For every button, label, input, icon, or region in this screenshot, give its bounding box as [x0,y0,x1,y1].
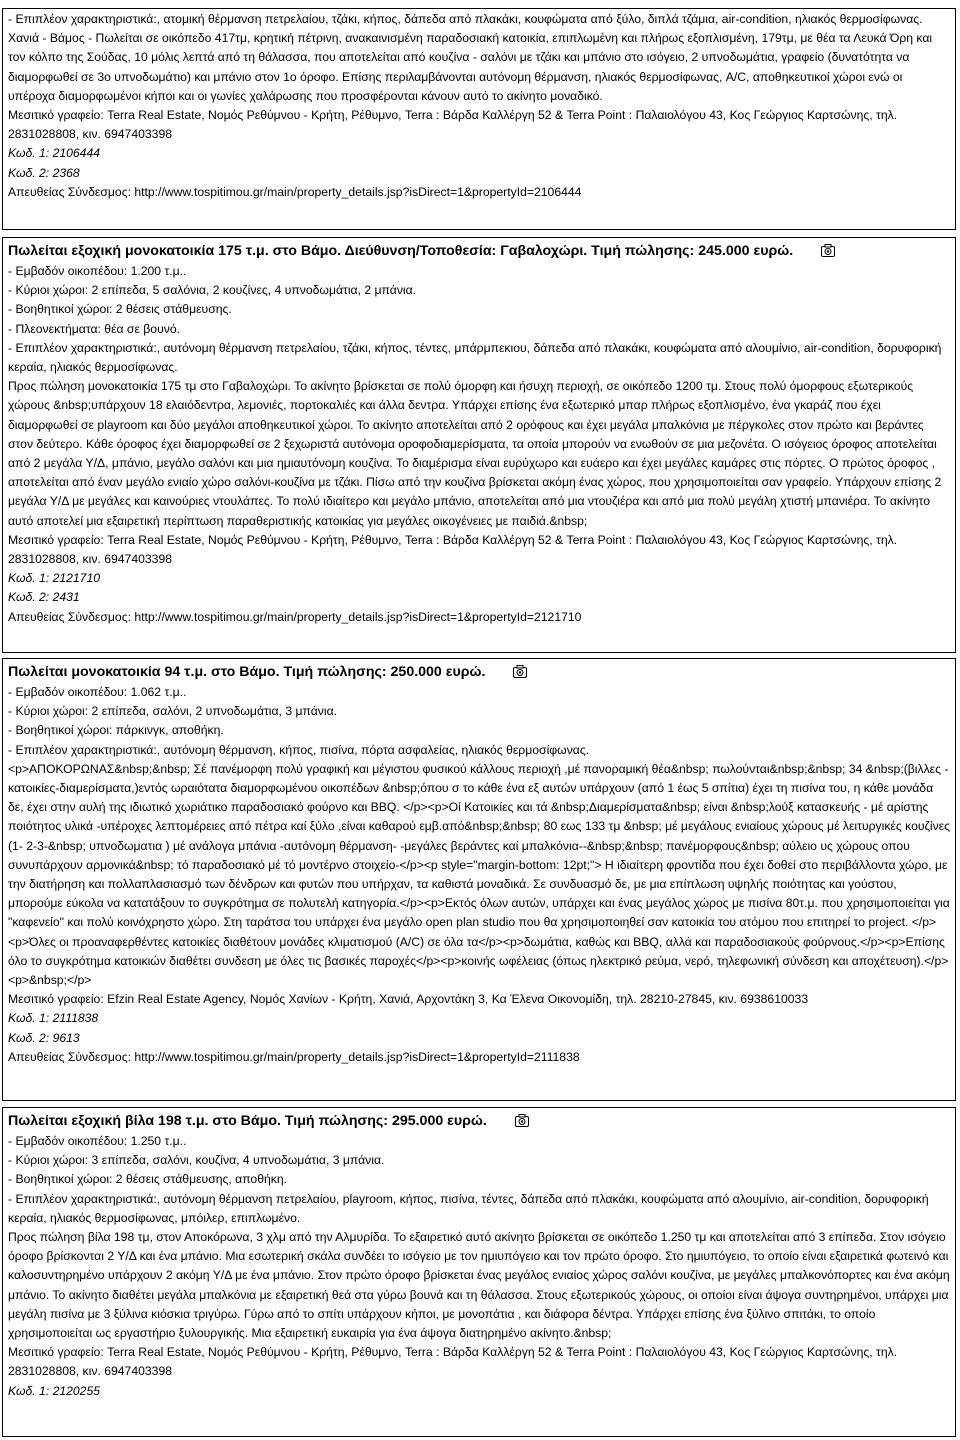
direct-link[interactable]: Απευθείας Σύνδεσμος: http://www.tospitimou.gr/main/property_details.jsp?isDirect=1&propertyId=2121710 [8,609,582,624]
plot-area: - Εμβαδόν οικοπέδου: 1.250 τ.μ.. [8,1134,187,1148]
auxiliary-spaces: - Βοηθητικοί χώροι: 2 θέσεις στάθμευσης, αποθήκη. [8,1172,288,1187]
listing-title-text: Πωλείται εξοχική μονοκατοικία 175 τ.μ. στο Βάμο. Διεύθυνση/Τοποθεσία: Γαβαλοχώρι. Τιμή πώλησης: 245.000 ευρώ. [8,243,794,259]
plot-area: - Εμβαδόν οικοπέδου: 1.200 τ.μ.. [8,264,187,278]
main-spaces: - Κύριοι χώροι: 2 επίπεδα, 5 σαλόνια, 2 κουζίνες, 4 υπνοδωμάτια, 2 μπάνια. [8,283,417,298]
listing-card [2,658,956,1101]
listing-description: Χανιά - Βάμος - Πωλείται σε οικόπεδο 417τμ, κρητική πέτρινη, ανακαινισμένη παραδοσιακή κατοικία, επιπλωμένη και πλήρως εξοπλισμένη, 179τμ, με θέα τα Λευκά Όρη και τον κόλπο της Σούδας, 10 μόλις λεπτά από τη θάλασσα, που αποτελείται από κουζίνα - σαλόνι με τζάκι και μπάνιο στο ισόγειο, 2 υπνοδωμάτια, γραφείο (δυνατότητα να διαμορφωθεί σε 3ο υπνοδωμάτιο) και μπάνιο στον 1ο όροφο. Επίσης περιλαμβάνονται αυτόνομη θέρμανση, ηλιακός θερμοσίφωνας, A/C, αποθηκευτικοί χώροι ενώ οι υπέροχα διαμορφωμένοι κήποι και οι γωνίες χαλάρωσης που προσφέρονται κάνουν αυτό το ακίνητο μοναδικό. [8,31,933,103]
extra-features: - Επιπλέον χαρακτηριστικά:, ατομική θέρμανση πετρελαίου, τζάκι, κήπος, δάπεδα από πλακάκι, κουφώματα από ξύλο, διπλά τζάμια, air-condition, ηλιακός θερμοσίφωνας. [8,12,923,26]
plot-area: - Εμβαδόν οικοπέδου: 1.062 τ.μ.. [8,685,187,699]
auxiliary-spaces: - Βοηθητικοί χώροι: 2 θέσεις στάθμευσης. [8,302,232,317]
agency-info: Μεσιτικό γραφείο: Terra Real Estate, Νομός Ρεθύμνου - Κρήτη, Ρέθυμνο, Terra : Βάρδα Καλλέργη 52 & Terra Point : Παλαιολόγου 43, Κος Γεώργιος Καρτσώνης, τηλ. 2831028808, κιν. 6947403398 [8,532,898,567]
auxiliary-spaces: - Βοηθητικοί χώροι: πάρκινγκ, αποθήκη. [8,723,224,738]
code-2: Κωδ. 2: 2368 [8,165,80,180]
code-1: Κωδ. 1: 2106444 [8,146,101,161]
agency-info: Μεσιτικό γραφείο: Terra Real Estate, Νομός Ρεθύμνου - Κρήτη, Ρέθυμνο, Terra : Βάρδα Καλλέργη 52 & Terra Point : Παλαιολόγου 43, Κος Γεώργιος Καρτσώνης, τηλ. 2831028808, κιν. 6947403398 [8,108,898,142]
listing-title [8,239,951,262]
listing-description: <p>ΑΠΟΚΟΡΩΝΑΣ&nbsp;&nbsp; Σέ πανέμορφη πολύ γραφική και μέγιστου φυσικού κάλλους περιοχή ,μέ πανοραμική θέα&nbsp; πωλούνται&nbsp;&nbsp; 34 &nbsp;(βιλλες - κατοικίες-διαμερίσματα,)εντός ωραιότατα διαμορφωμένου οικοπέδων &nbsp;όπου σ το κάθε ένα εξ αυτών υπάρχουν (από 1 έως 5 σπίτια) έχει τη πισίνα του, η κάθε μονάδα δε, έχει στην αυλή της ιδιωτικό χωριάτικο παραδοσιακό φούρνο και BBQ. </p><p>Οί Κατοικίες και τά &nbsp;Διαμερίσματα&nbsp; είναι &nbsp;λούξ κατασκευής - μέ αρίστης ποιότητος υλικά -υπέροχες λεπτομέρειες από πέτρα καί ξύλο ,είναι καθαρού εμβ.από&nbsp;&nbsp; 80 εως 133 τμ &nbsp; μέ μεγάλους ενιαίους χώρους μέ λειτυργικές κουζίνες (1- 2-3-&nbsp; υπνοδωματια ) μέ ανάλογα μπάνια -αυτόνομη θέρμανση- -μεγάλες βεράντες καί μπαλκόνια--&nbsp;&nbsp; πανέμορφους&nbsp; αύλειο υς χώρους οπου συνυπάρχουν αρμονικά&nbsp; τό παραδοσιακό μέ τό μοντέρνο στοιχείο-</p><p style="margin-bottom: 12pt;"> Η ιδιαίτερη φροντίδα που έχει δοθεί στο περιβάλλοντα χώρο, με την διατήρηση και πολλαπλασιασμό των δένδρων και φυτών που υπήρχαν, τα καθιστά μοναδικά. Σε συνδυασμό δε, με μια επίπλωση υψηλής ποιότητας και γούστου, μπορούμε εύκολα να κατατάξουν το συγκρότημα σε πολυτελή κατηγορία.</p><p>Εκτός όλων αυτών, υπάρχει και ένας μεγάλος χώρος με πισίνα 80τ.μ. που χρησιμοποιείται για "καφενείο" και πολύ κοινόχρηστο χώρο. Στη ταράτσα του υπάρχει ένα μεγάλο open plan studio που θα χρησιμοποιηθεί σαν κατοικία του ατόμου που επιτηρεί το project. </p><p>Όλες οι προαναφερθέντες κατοικίες διαθέτουν μονάδες κλιματισμού (A/C) σε όλα τα</p><p>δωμάτια, καθώς και BBQ, αλλά και παραδοσιακούς φούρνους.</p><p>Επίσης όλο το συγκρότημα κατοικιών διαθέτει συνδεση με όλες τις βασικές παροχές</p><p>κοινής ωφέλειας (όπως ηλεκτρικό ρεύμα, νερό, τηλεφωνική σύνδεση και αποχέτευση).</p><p>&nbsp;</p> [8,761,950,988]
direct-link[interactable]: Απευθείας Σύνδεσμος: http://www.tospitimou.gr/main/property_details.jsp?isDirect=1&propertyId=2111838 [8,1049,580,1064]
main-spaces: - Κύριοι χώροι: 2 επίπεδα, σαλόνι, 2 υπνοδωμάτια, 3 μπάνια. [8,704,338,719]
advantages: - Πλεονεκτήματα: θέα σε βουνό. [8,321,180,336]
extra-features: - Επιπλέον χαρακτηριστικά:, αυτόνομη θέρμανση πετρελαίου, playroom, κήπος, πισίνα, τέντες, δάπεδα από πλακάκι, κουφώματα από αλουμίνιο, air-condition, δορυφορική κεραία, ηλιακός θερμοσίφωνας, μπόιλερ, επιπλωμένο. [8,1191,929,1225]
listing-title-text: Πωλείται εξοχική βίλα 198 τ.μ. στο Βάμο. Τιμή πώλησης: 295.000 ευρώ. [8,1113,487,1129]
listing-title [8,1109,951,1132]
code-1: Κωδ. 1: 2120255 [8,1383,101,1398]
extra-features: - Επιπλέον χαρακτηριστικά:, αυτόνομη θέρμανση πετρελαίου, τζάκι, κήπος, τέντες, μπάρμπεκιου, δάπεδα από πλακάκι, κουφώματα από αλουμίνιο, air-condition, δορυφορική κεραία, ηλιακός θερμοσίφωνας. [8,340,942,375]
camera-icon[interactable] [821,244,835,257]
main-spaces: - Κύριοι χώροι: 3 επίπεδα, σαλόνι, κουζίνα, 4 υπνοδωμάτια, 3 μπάνια. [8,1153,385,1168]
listing-card [2,237,956,653]
agency-info: Μεσιτικό γραφείο: Terra Real Estate, Νομός Ρεθύμνου - Κρήτη, Ρέθυμνο, Terra : Βάρδα Καλλέργη 52 & Terra Point : Παλαιολόγου 43, Κος Γεώργιος Καρτσώνης, τηλ. 2831028808, κιν. 6947403398 [8,1345,898,1379]
camera-icon[interactable] [515,1114,529,1127]
direct-link[interactable]: Απευθείας Σύνδεσμος: http://www.tospitimou.gr/main/property_details.jsp?isDirect=1&propertyId=2106444 [8,184,582,199]
code-1: Κωδ. 1: 2121710 [8,571,101,586]
listing-title [8,660,951,683]
extra-features: - Επιπλέον χαρακτηριστικά:, αυτόνομη θέρμανση, κήπος, πισίνα, πόρτα ασφαλείας, ηλιακός θερμοσίφωνας. [8,742,590,757]
camera-icon[interactable] [513,665,527,678]
code-2: Κωδ. 2: 9613 [8,1030,80,1045]
listing-title-text: Πωλείται μονοκατοικία 94 τ.μ. στο Βάμο. Τιμή πώλησης: 250.000 ευρώ. [8,664,486,680]
code-1: Κωδ. 1: 2111838 [8,1011,99,1026]
agency-info: Μεσιτικό γραφείο: Efzin Real Estate Agency, Νομός Χανίων - Κρήτη, Χανιά, Αρχοντάκη 3, Κα Έλενα Οικονομίδη, τηλ. 28210-27845, κιν. 6938610033 [8,992,809,1007]
listing-description: Προς πώληση βίλα 198 τμ, στον Αποκόρωνα, 3 χλμ από την Αλμυρίδα. Το εξαιρετικό αυτό ακίνητο βρίσκεται σε οικόπεδο 1.250 τμ και αποτελείται από 3 επίπεδα. Στον ισόγειο όροφο βρίσκονται 2 Υ/Δ και ένα μπάνιο. Μια εσωτερική σκάλα συνδέει το ισόγειο με τον ημιυπόγειο και τον πρώτο όροφο. Στο ημιυπόγειο, το οποίο είναι εξαιρετικά φωτεινό και καλοσυντηρημένο υπάρχουν 2 ακόμη Υ/Δ με ένα μπάνιο. Στον πρώτο όροφο βρίσκεται ένας μεγάλος ενιαίος χώρος σαλόνι κουζίνα, με μεγάλες μπαλκονόπορτες και ένα ακόμη μπάνιο. Το ακίνητο διαθέτει μεγάλα μπαλκόνια με εξαιρετική θεά στα γύρω βουνά και τη θάλασσα. Στους εξωτερικούς χώρους, οι οποίοι είναι άψογα συντηρημένοι, υπάρχει μια μεγάλη πισίνα με 3 ξύλινα κιόσκια τριγύρω. Γύρω από το σπίτι υπάρχουν κήποι, με μονοπάτια , και διάφορα δέντρα. Υπάρχει επίσης ένα ξύλινο σπιτάκι, το οποίο χρησιμοποιείται ως εργαστήριο ξυλουργικής. Μια εξαιρετική ευκαιρία για ένα άψογα διατηρημένο ακίνητο.&nbsp; [8,1230,950,1341]
code-2: Κωδ. 2: 2431 [8,590,80,605]
listing-card [2,1107,956,1437]
listing-description: Προς πώληση μονοκατοικία 175 τμ στο Γαβαλοχώρι. Το ακίνητο βρίσκεται σε πολύ όμορφη και ήσυχη περιοχή, σε οικόπεδο 1200 τμ. Στους πολύ όμορφους εξωτερικούς χώρους &nbsp;υπάρχουν 18 ελαιόδεντρα, λεμονιές, πορτοκαλιές και άλλα δεντρα. Υπάρχει επίσης ένα εξωτερικό μπαρ πλήρως εξοπλισμένο, ένα γκαράζ που έχει διαμορφωθεί σε playroom και δύο μεγάλοι αποθηκευτικοί χώροι. Το ακίνητο αποτελείται από 2 ορόφους και έχει μεγάλα μπαλκόνια με πέργκολες στον πρώτο και βεράντες στον δεύτερο. Κάθε όροφος έχει διαμορφωθεί σε 2 ξεχωριστά αυτόνομα οροφοδιαμερίσματα, τα οποία μπορούν να ενωθούν σε μια μεζονέτα. Ο ισόγειος όροφος αποτελείται από 2 μεγάλα Υ/Δ, μπάνιο, μεγάλο σαλόνι και μια ημιαυτόνομη κουζίνα. Το διαμέρισμα είναι ευρύχωρο και ευάερο και έχει μεγάλες καμάρες στις πόρτες. Ο πρώτος όροφος , αποτελείται από έναν μεγάλο ενιαίο χώρο σαλόνι-κουζίνα με τζάκι. Πίσω από την κουζίνα βρίσκεται ακόμη ένας χώρος, που χρησιμοποιείται σαν γραφείο. Υπάρχουν επίσης 2 μεγάλα Υ/Δ με μεγάλες και καινούριες ντουλάπες. Το πολύ ιδιαίτερο και μεγάλο μπάνιο, αποτελείται από μια ντουζιέρα και από μια πολύ μεγάλη χτιστή μπανιέρα. Το ακίνητο αυτό αποτελεί μια εξαιρετική περίπτωση παραθεριστικής κατοικίας για μεγάλες οικογένειες με παιδιά.&nbsp; [8,379,942,528]
listing-card [2,8,956,230]
